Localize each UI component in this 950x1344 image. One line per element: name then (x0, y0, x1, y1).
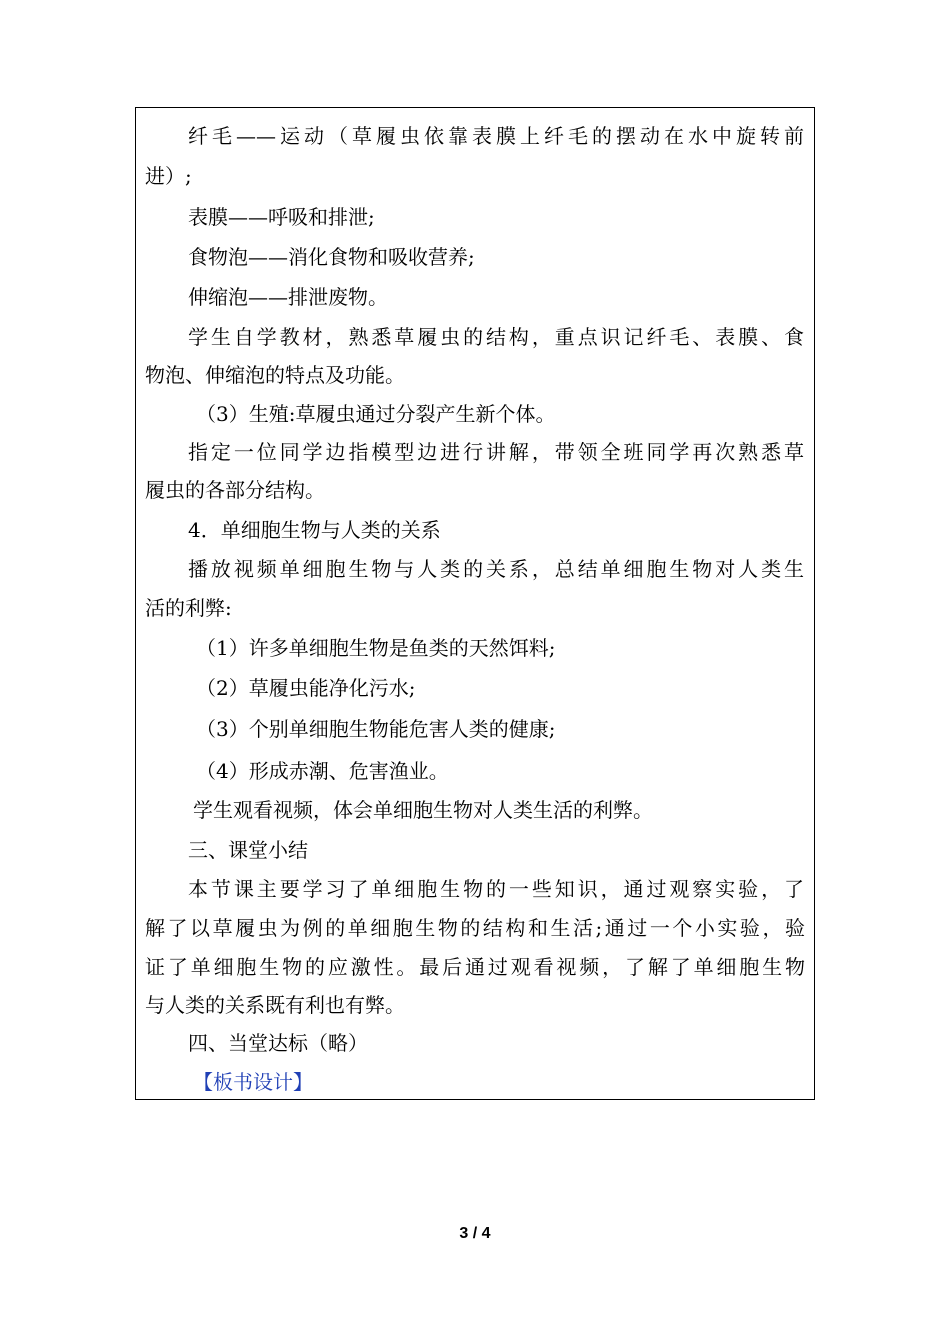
paragraph-line: 本节课主要学习了单细胞生物的一些知识，通过观察实验，了 (188, 877, 804, 901)
paragraph-line: 履虫的各部分结构。 (145, 478, 325, 502)
paragraph-line: 食物泡——消化食物和吸收营养; (188, 245, 475, 269)
paragraph-line: 指定一位同学边指模型边进行讲解，带领全班同学再次熟悉草 (188, 440, 804, 464)
list-item: （3）个别单细胞生物能危害人类的健康; (196, 717, 556, 741)
board-design-heading: 【板书设计】 (193, 1070, 313, 1094)
page-number: 3 / 4 (459, 1225, 491, 1242)
list-item: （2）草履虫能净化污水; (196, 676, 416, 700)
paragraph-line: 进）; (145, 164, 192, 188)
paragraph-line: 纤毛——运动（草履虫依靠表膜上纤毛的摆动在水中旋转前 (188, 124, 804, 148)
section-heading: 4．单细胞生物与人类的关系 (188, 518, 441, 542)
paragraph-line: 伸缩泡——排泄废物。 (188, 285, 388, 309)
paragraph-line: （3）生殖:草履虫通过分裂产生新个体。 (196, 402, 556, 426)
list-item: （1）许多单细胞生物是鱼类的天然饵料; (196, 636, 556, 660)
paragraph-line: 表膜——呼吸和排泄; (188, 205, 375, 229)
paragraph-line: 物泡、伸缩泡的特点及功能。 (145, 363, 405, 387)
paragraph-line: 播放视频单细胞生物与人类的关系，总结单细胞生物对人类生 (188, 557, 804, 581)
list-item: （4）形成赤潮、危害渔业。 (196, 759, 449, 783)
paragraph-line: 学生自学教材，熟悉草履虫的结构，重点识记纤毛、表膜、食 (188, 325, 804, 349)
paragraph-line: 学生观看视频，体会单细胞生物对人类生活的利弊。 (193, 798, 653, 822)
paragraph-line: 证了单细胞生物的应激性。最后通过观看视频，了解了单细胞生物 (145, 955, 805, 979)
paragraph-line: 活的利弊: (145, 596, 232, 620)
section-heading: 四、当堂达标（略） (188, 1031, 368, 1055)
section-heading: 三、课堂小结 (188, 838, 308, 862)
paragraph-line: 与人类的关系既有利也有弊。 (145, 993, 405, 1017)
paragraph-line: 解了以草履虫为例的单细胞生物的结构和生活;通过一个小实验，验 (145, 916, 805, 940)
